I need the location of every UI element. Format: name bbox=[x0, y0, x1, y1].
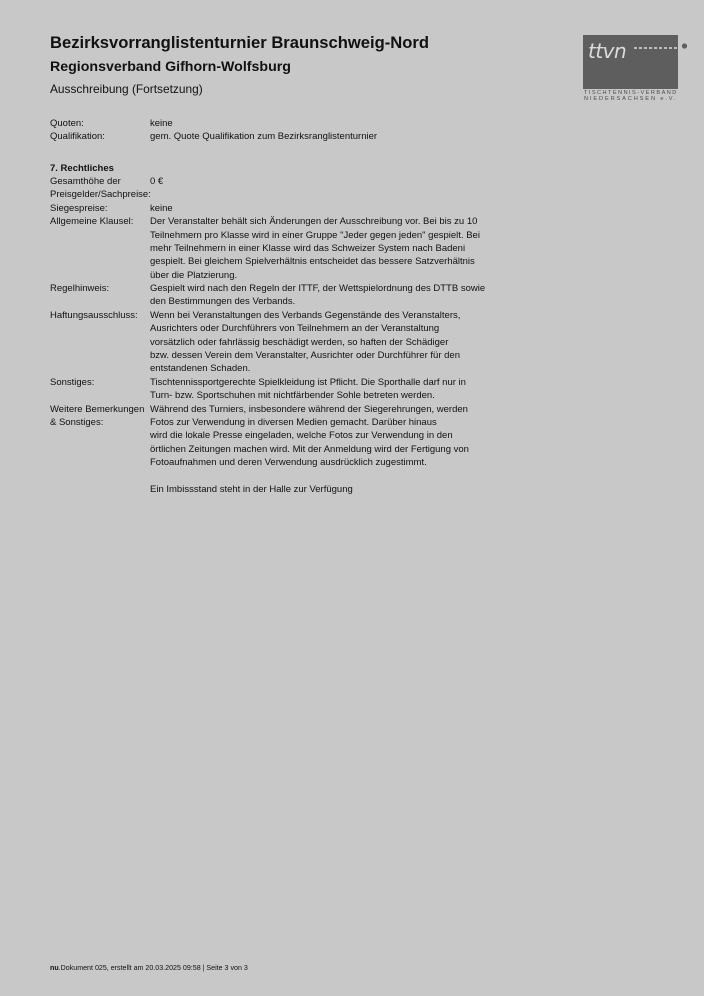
ttvn-logo bbox=[583, 35, 691, 89]
field-value-line: keine bbox=[150, 118, 173, 129]
field-row-siegespreise bbox=[50, 202, 610, 215]
field-row-haftungsausschluss bbox=[50, 309, 610, 376]
field-value-line: Tischtennissportgerechte Spielkleidung ist Pflicht. Die Sporthalle darf nur in bbox=[150, 376, 466, 388]
field-row-weitere-bemerkungen bbox=[50, 403, 610, 497]
field-value-line: Teilnehmern pro Klasse wird in einer Gruppe "Jeder gegen jeden" gespielt. Bei bbox=[150, 229, 480, 241]
logo-wordmark: ttvn bbox=[588, 39, 627, 63]
field-value-line: Wenn bei Veranstaltungen des Verbands Gegenstände des Veranstalters, bbox=[150, 309, 461, 321]
field-row-regelhinweis bbox=[50, 282, 610, 309]
field-value bbox=[150, 403, 469, 497]
field-label-line: Gesamthöhe der bbox=[50, 175, 121, 187]
field-label bbox=[50, 117, 150, 130]
field-label-line: Haftungsausschluss: bbox=[50, 309, 138, 321]
field-value-line: den Bestimmungen des Verbands. bbox=[150, 296, 296, 308]
field-value bbox=[150, 309, 460, 376]
field-label-line: Allgemeine Klausel: bbox=[50, 216, 134, 228]
field-value bbox=[150, 202, 173, 215]
field-label bbox=[50, 376, 150, 403]
field-label bbox=[50, 202, 150, 215]
field-value-line: Turn- bzw. Sportschuhen mit nichtfärbender Sohle betreten werden. bbox=[150, 390, 435, 402]
field-value-line: wird die lokale Presse eingeladen, welche Fotos zur Verwendung in den bbox=[150, 430, 453, 442]
field-label-line: & Sonstiges: bbox=[50, 417, 104, 428]
field-value bbox=[150, 282, 485, 309]
field-row-preisgelder bbox=[50, 175, 610, 202]
section-rechtliches bbox=[50, 162, 610, 497]
field-value-line: Fotoaufnahmen und deren Verwendung ausdrücklich zugestimmt. bbox=[150, 457, 427, 469]
field-row-allgemeine-klausel bbox=[50, 215, 610, 282]
field-value-line: gespielt. Bei gleichem Spielverhältnis entscheidet das bessere Satzverhältnis bbox=[150, 256, 475, 268]
field-value bbox=[150, 175, 163, 202]
field-label-line: Preisgelder/Sachpreise: bbox=[50, 189, 151, 201]
field-value bbox=[150, 130, 377, 143]
logo-caption-line: NIEDERSACHSEN e.V. bbox=[584, 96, 678, 102]
field-label-line: Qualifikation: bbox=[50, 131, 105, 143]
field-row-qualifikation bbox=[50, 130, 610, 143]
field-label bbox=[50, 309, 150, 376]
field-label bbox=[50, 403, 150, 497]
document-footer bbox=[50, 963, 248, 973]
field-value-line: über die Platzierung. bbox=[150, 269, 238, 281]
field-label bbox=[50, 175, 150, 202]
logo-caption-line: TISCHTENNIS-VERBAND bbox=[584, 89, 678, 96]
section-heading: 7. Rechtliches bbox=[50, 162, 114, 174]
field-value-line: Der Veranstalter behält sich Änderungen der Ausschreibung vor. Bei bis zu 10 bbox=[150, 216, 478, 228]
field-value-line: entstandenen Schaden. bbox=[150, 363, 251, 375]
field-note-line: Ein Imbissstand steht in der Halle zur Verfügung bbox=[150, 483, 353, 495]
field-value-line: gem. Quote Qualifikation zum Bezirksranglistenturnier bbox=[150, 131, 378, 143]
field-row-quoten bbox=[50, 117, 610, 130]
field-value bbox=[150, 215, 480, 282]
field-value-line: Fotos zur Verwendung in diversen Medien gemacht. Darüber hinaus bbox=[150, 417, 437, 428]
footer-text: .Dokument 025, erstellt am 20.03.2025 09:58 | Seite 3 von 3 bbox=[58, 964, 248, 972]
paragraph-gap bbox=[150, 470, 469, 483]
field-label-line: Regelhinweis: bbox=[50, 283, 110, 295]
footer-brand: nu bbox=[50, 964, 59, 972]
field-value-line: keine bbox=[150, 202, 173, 214]
field-value-line: Während des Turniers, insbesondere während der Siegerehrungen, werden bbox=[150, 403, 468, 415]
field-value-line: Ausrichters oder Durchführers von Teilnehmern an der Veranstaltung bbox=[150, 323, 440, 335]
field-value bbox=[150, 376, 466, 403]
document-type: Ausschreibung (Fortsetzung) bbox=[50, 82, 203, 96]
field-label bbox=[50, 130, 150, 143]
field-value-line: bzw. dessen Verein dem Veranstalter, Ausrichter oder Durchführer für den bbox=[150, 350, 460, 362]
field-label-line: Sonstiges: bbox=[50, 376, 95, 388]
field-value bbox=[150, 117, 173, 130]
field-value-line: 0 € bbox=[150, 175, 164, 187]
field-label-line: Siegespreise: bbox=[50, 202, 108, 214]
field-label-line: Quoten: bbox=[50, 118, 84, 129]
logo-ball-icon bbox=[682, 43, 687, 48]
field-value-line: vorsätzlich oder fahrlässig beschädigt werden, so haften der Schädiger bbox=[150, 336, 449, 348]
field-label bbox=[50, 282, 150, 309]
field-row-sonstiges bbox=[50, 376, 610, 403]
field-label-line: Weitere Bemerkungen bbox=[50, 403, 145, 415]
field-label bbox=[50, 215, 150, 282]
document-subtitle: Regionsverband Gifhorn-Wolfsburg bbox=[50, 59, 291, 75]
document-body bbox=[50, 117, 610, 496]
field-value-line: mehr Teilnehmern in einer Klasse wird das Schweizer System nach Badeni bbox=[150, 242, 466, 254]
field-value-line: örtlichen Zeitungen machen wird. Mit der Anmeldung wird der Fertigung von bbox=[150, 443, 469, 455]
field-value-line: Gespielt wird nach den Regeln der ITTF, der Wettspielordnung des DTTB sowie bbox=[150, 283, 486, 295]
document-title: Bezirksvorranglistenturnier Braunschweig-Nord bbox=[50, 33, 429, 52]
